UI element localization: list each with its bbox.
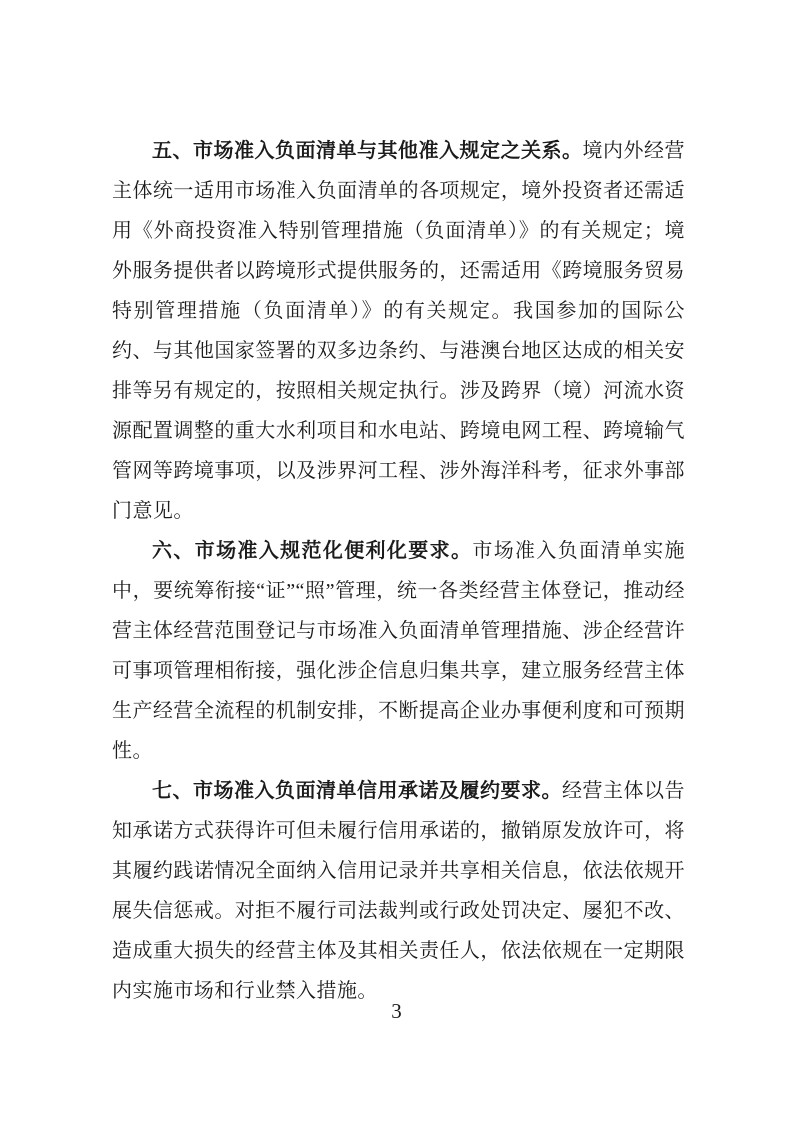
section-7-body: 经营主体以告知承诺方式获得许可但未履行信用承诺的，撤销原发放许可，将其履约践诺情况全面纳入信用记录并共享相关信息，依法依规开展失信惩戒。对拒不履行司法裁判或行政处罚决定、屡犯不改、造成重大损失的经营主体及其相关责任人，依法依规在一定期限内实施市场和行业禁入措施。 (112, 780, 686, 1002)
document-content (112, 131, 685, 1011)
section-7-heading: 七、市场准入负面清单信用承诺及履约要求。 (152, 780, 563, 802)
section-6-heading: 六、市场准入规范化便利化要求。 (152, 540, 473, 562)
paragraph-section-7 (112, 771, 685, 1011)
section-6-body: 市场准入负面清单实施中，要统筹衔接“证”“照”管理，统一各类经营主体登记，推动经营主体经营范围登记与市场准入负面清单管理措施、涉企经营许可事项管理相衔接，强化涉企信息归集共享，建立服务经营主体生产经营全流程的机制安排，不断提高企业办事便利度和可预期性。 (112, 540, 685, 762)
page-number: 3 (391, 999, 402, 1023)
paragraph-section-6 (112, 531, 685, 771)
paragraph-section-5 (112, 131, 685, 531)
section-5-body: 境内外经营主体统一适用市场准入负面清单的各项规定，境外投资者还需适用《外商投资准入特别管理措施（负面清单）》的有关规定；境外服务提供者以跨境形式提供服务的，还需适用《跨境服务贸易特别管理措施（负面清单）》的有关规定。我国参加的国际公约、与其他国家签署的双多边条约、与港澳台地区达成的相关安排等另有规定的，按照相关规定执行。涉及跨界（境）河流水资源配置调整的重大水利项目和水电站、跨境电网工程、跨境输气管网等跨境事项，以及涉界河工程、涉外海洋科考，征求外事部门意见。 (112, 140, 686, 522)
section-5-heading: 五、市场准入负面清单与其他准入规定之关系。 (152, 140, 583, 162)
